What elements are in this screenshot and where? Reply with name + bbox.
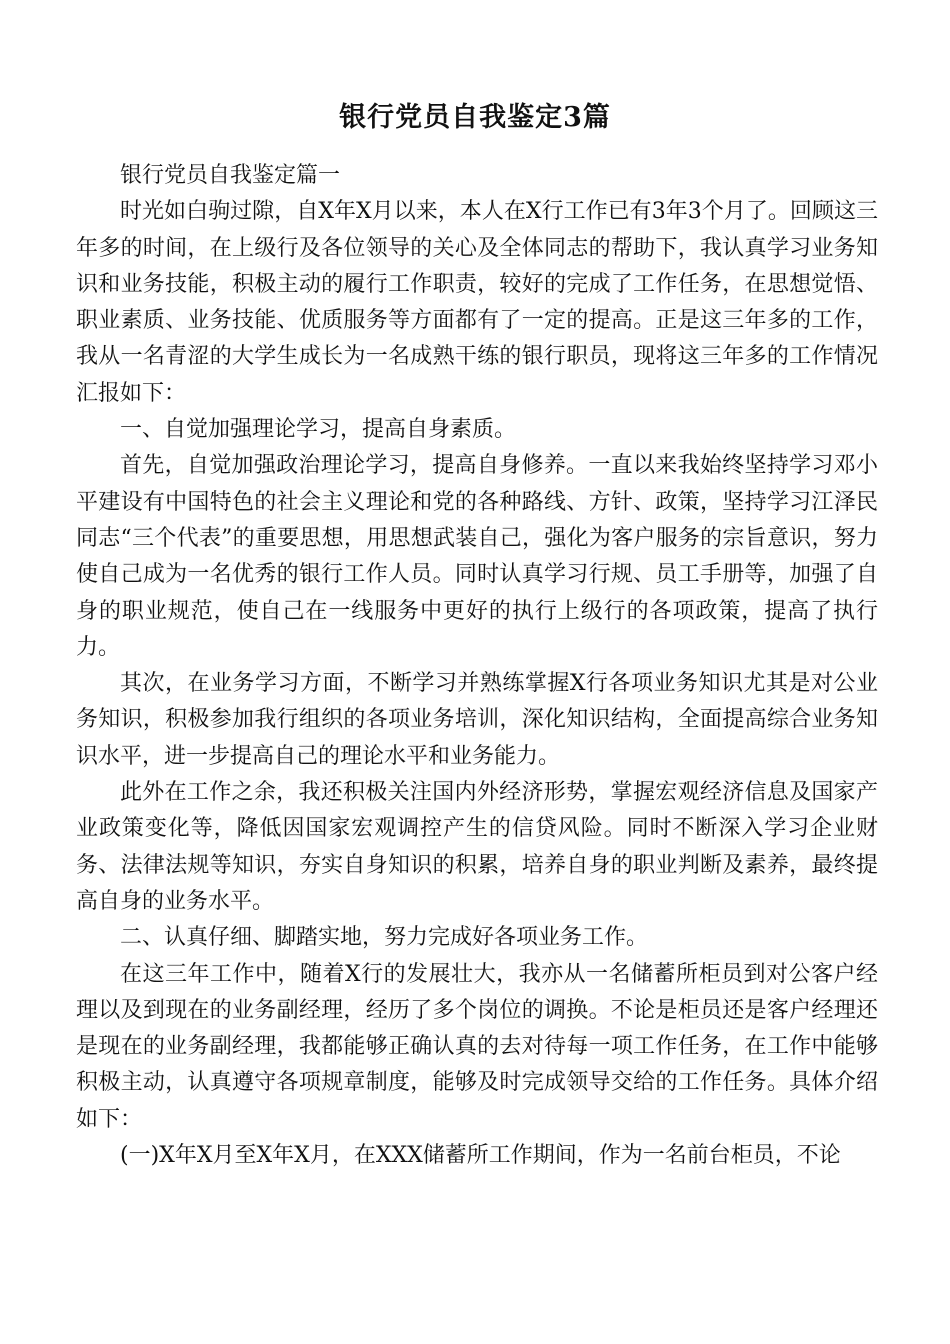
paragraph: 首先，自觉加强政治理论学习，提高自身修养。一直以来我始终坚持学习邓小平建设有中国特色的社会主义理论和党的各种路线、方针、政策，坚持学习江泽民同志“三个代表”的重要思想，用思想武装自己，强化为客户服务的宗旨意识，努力使自己成为一名优秀的银行工作人员。同时认真学习行规、员工手册等，加强了自身的职业规范，使自己在一线服务中更好的执行上级行的各项政策，提高了执行力。 — [76, 453, 878, 660]
section-heading: 二、认真仔细、脚踏实地，努力完成好各项业务工作。 — [120, 925, 649, 951]
paragraph: 时光如白驹过隙，自X年X月以来，本人在X行工作已有3年3个月了。回顾这三年多的时间，在上级行及各位领导的关心及全体同志的帮助下，我认真学习业务知识和业务技能，积极主动的履行工作职责，较好的完成了工作任务，在思想觉悟、职业素质、业务技能、优质服务等方面都有了一定的提高。正是这三年多的工作，我从一名青涩的大学生成长为一名成熟干练的银行职员，现将这三年多的工作情况汇报如下： — [76, 199, 878, 406]
paragraph: (一)X年X月至X年X月，在XXX储蓄所工作期间，作为一名前台柜员，不论 — [120, 1143, 841, 1169]
document-body — [76, 158, 878, 1174]
document-title: 银行党员自我鉴定3篇 — [339, 102, 611, 133]
paragraph: 此外在工作之余，我还积极关注国内外经济形势，掌握宏观经济信息及国家产业政策变化等，降低因国家宏观调控产生的信贷风险。同时不断深入学习企业财务、法律法规等知识，夯实自身知识的积累，培养自身的职业判断及素养，最终提高自身的业务水平。 — [76, 780, 878, 914]
paragraph: 其次，在业务学习方面，不断学习并熟练掌握X行各项业务知识尤其是对公业务知识，积极参加我行组织的各项业务培训，深化知识结构，全面提高综合业务知识水平，进一步提高自己的理论水平和业务能力。 — [76, 671, 878, 769]
section-heading: 银行党员自我鉴定篇一 — [120, 163, 341, 188]
section-heading: 一、自觉加强理论学习，提高自身素质。 — [120, 417, 517, 443]
paragraph: 在这三年工作中，随着X行的发展壮大，我亦从一名储蓄所柜员到对公客户经理以及到现在的业务副经理，经历了多个岗位的调换。不论是柜员还是客户经理还是现在的业务副经理，我都能够正确认真的去对待每一项工作任务，在工作中能够积极主动，认真遵守各项规章制度，能够及时完成领导交给的工作任务。具体介绍如下： — [76, 961, 878, 1132]
